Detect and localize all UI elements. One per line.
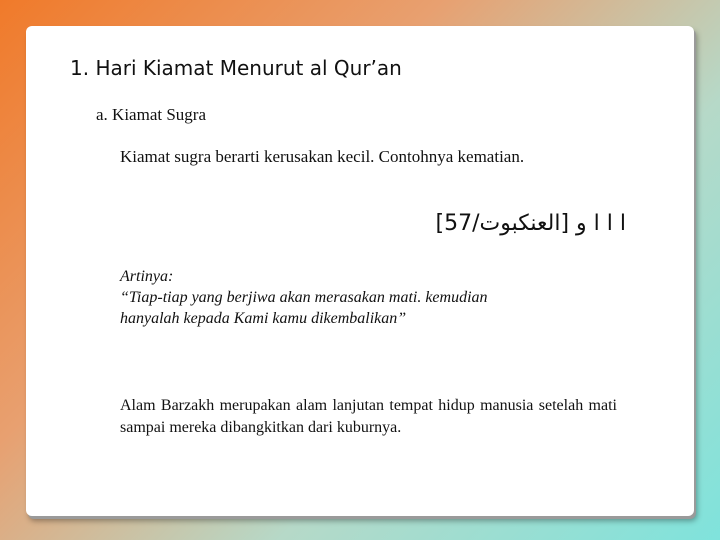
barzakh-note: Alam Barzakh merupakan alam lanjutan tempat hidup manusia setelah mati sampai mereka dibangkitkan dari kuburnya. bbox=[120, 397, 617, 436]
slide-title: 1. Hari Kiamat Menurut al Qur’an bbox=[70, 56, 402, 80]
quran-verse: ا ا ا و [العنكبوت/57] bbox=[435, 211, 626, 236]
subheading: a. Kiamat Sugra bbox=[96, 105, 206, 124]
translation-line-1: “Tiap-tiap yang berjiwa akan merasakan mati. kemudian bbox=[120, 289, 488, 306]
slide-card bbox=[26, 26, 694, 516]
translation-line-2: hanyalah kepada Kami kamu dikembalikan” bbox=[120, 310, 407, 327]
translation-block bbox=[120, 266, 640, 329]
definition-text: Kiamat sugra berarti kerusakan kecil. Contohnya kematian. bbox=[120, 147, 525, 166]
translation-label: Artinya: bbox=[120, 268, 174, 285]
